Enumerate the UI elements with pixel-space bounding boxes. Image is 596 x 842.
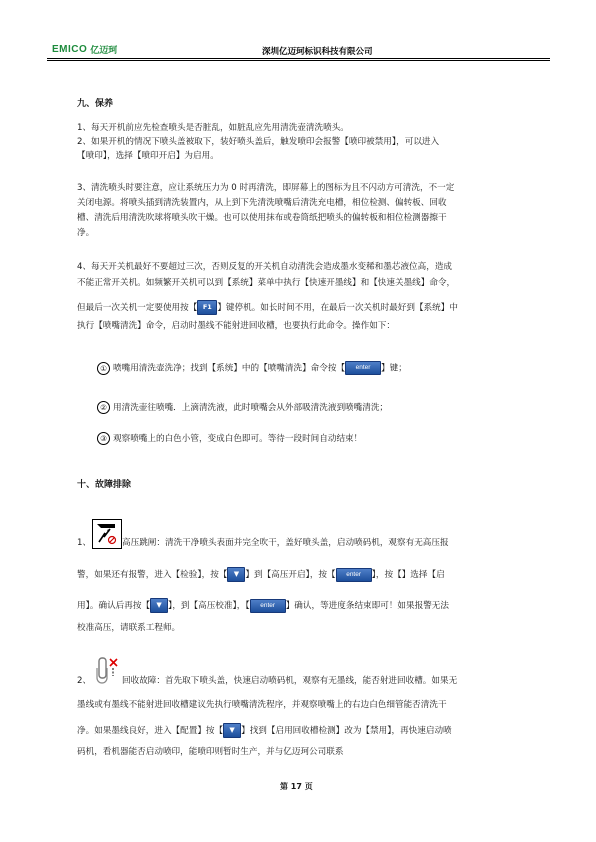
header-divider-thin <box>47 60 550 61</box>
fault-2-line-a: 回收故障：首先取下喷头盖，快速启动喷码机，观察有无墨线，能否射进回收槽。如果无 <box>122 676 458 686</box>
logo-cn: 亿迈珂 <box>90 45 118 56</box>
fault-2-line-d: 码机，看机器能否启动喷印，能喷印则暂时生产，并与亿迈珂公司联系 <box>77 747 344 757</box>
paragraph-1: 1、每天开机前应先检查喷头是否脏乱，如脏乱应先用清洗壶清洗喷头。 <box>77 123 349 133</box>
company-logo <box>52 42 117 56</box>
fault-1-line-c <box>77 598 449 613</box>
paragraph-3d: 净。 <box>77 228 95 238</box>
fault-1-b-3: 】，按【 <box>371 570 402 580</box>
gutter-fault-icon <box>92 656 120 684</box>
section-title-troubleshooting: 十、故障排除 <box>77 480 132 490</box>
paragraph-4b: 不能正常开关机。如频繁开关机可以到【系统】菜单中执行【快速开墨线】和【快速关墨线】命令， <box>77 278 456 288</box>
step-2-text: 用清洗壶往喷嘴．上滴清洗液，此时喷嘴会从外部吸清洗液到喷嘴清洗； <box>113 403 389 413</box>
down-arrow-key-icon: ▼ <box>227 567 245 582</box>
enter-key-icon: enter <box>336 568 372 582</box>
step-1-number: ① <box>97 362 110 375</box>
step-3-number: ③ <box>97 432 110 445</box>
fault-2-line-c <box>77 723 452 738</box>
step-2-number: ② <box>97 401 110 414</box>
step-1-post: 】键； <box>381 363 407 374</box>
step-3-text: 观察喷嘴上的白色小管，变成白色即可。等待一段时间自动结束！ <box>113 434 363 444</box>
company-name: 深圳亿迈珂标识科技有限公司 <box>262 47 373 57</box>
step-3 <box>97 432 362 445</box>
paragraph-4c <box>77 300 458 315</box>
step-1-pre: 喷嘴用清洗壶洗净；找到【系统】中的【喷嘴清洗】命令按【 <box>113 363 346 374</box>
fault-1-c-2: 】，到【高压校准】，【 <box>168 601 250 611</box>
fault-2-number: 2、 <box>77 676 92 686</box>
down-arrow-key-icon: ▼ <box>223 723 241 738</box>
logo-text: EMICO <box>52 43 88 55</box>
paragraph-4c-post: 】键停机。如长时间不用，在最后一次关机时最好到【系统】中 <box>217 303 458 313</box>
step-2 <box>97 401 388 414</box>
fault-2-c-1: 净。如果墨线良好，进入【配置】按【 <box>77 726 224 736</box>
fault-1-b-2: 】到【高压开启】，按【 <box>245 570 336 580</box>
paragraph-2a: 2、如果开机的情况下喷头盖被取下，装好喷头盖后，触发喷印会报警【喷印被禁用】，可以进入 <box>77 137 440 147</box>
fault-2-c-2: 】找到【启用回收槽检测】改为【禁用】，再快速启动喷 <box>241 726 452 736</box>
fault-1-number: 1、 <box>77 538 92 548</box>
fault-1-b-4: 】选择【启 <box>401 570 445 580</box>
down-arrow-key-icon: ▼ <box>150 598 168 613</box>
fault-1-c-3: 】确认，等进度条结束即可！如果报警无法 <box>285 601 449 611</box>
paragraph-4c-pre: 但最后一次关机一定要使用按【 <box>77 303 198 313</box>
paragraph-2b: 【喷印】，选择【喷印开启】为启用。 <box>77 151 219 161</box>
fault-1-c-1: 用】。确认后再按【 <box>77 601 151 611</box>
page-number: 第 17 页 <box>280 782 313 791</box>
enter-key-icon: enter <box>250 599 286 613</box>
high-voltage-alarm-icon <box>92 519 122 549</box>
section-title-maintenance: 九、保养 <box>77 99 114 109</box>
enter-key-icon: enter <box>345 361 381 375</box>
paragraph-3c: 槽、清洗后用清洗吹球将喷头吹干燥。也可以使用抹布或卷筒纸把喷头的偏转板和相位检测器擦干 <box>77 213 447 223</box>
paragraph-4a: 4、每天开关机最好不要超过三次，否则反复的开关机自动清洗会造成墨水变稀和墨芯液位高，造成 <box>77 262 453 272</box>
paragraph-3b: 关闭电源。将喷头插到清洗装置内，从上到下先清洗喷嘴后清洗充电槽，相位检测、偏转板、回收 <box>77 198 447 208</box>
step-1 <box>97 361 407 375</box>
fault-2-line-b: 墨线或有墨线不能射进回收槽建议先执行喷嘴清洗程序，并观察喷嘴上的右边白色细管能否清洗干 <box>77 700 447 710</box>
fault-1-line-d: 校准高压，请联系工程师。 <box>77 623 181 633</box>
paragraph-3a: 3、清洗喷头时要注意，应让系统压力为 0 时再清洗，即屏幕上的图标为且不闪动方可清洗，不一定 <box>77 183 455 193</box>
header-divider <box>47 58 550 59</box>
paragraph-4d: 执行【喷嘴清洗】命令，启动时墨线不能射进回收槽，也要执行此命令。操作如下： <box>77 321 395 331</box>
fault-1-b-1: 警，如果还有报警，进入【检验】，按【 <box>77 570 228 580</box>
f1-key-icon: F1 <box>197 300 217 315</box>
fault-1-line-a: 高压跳闸：清洗干净喷头表面并完全吹干，盖好喷头盖，启动喷码机，观察有无高压报 <box>122 538 449 548</box>
fault-1-line-b <box>77 567 445 582</box>
